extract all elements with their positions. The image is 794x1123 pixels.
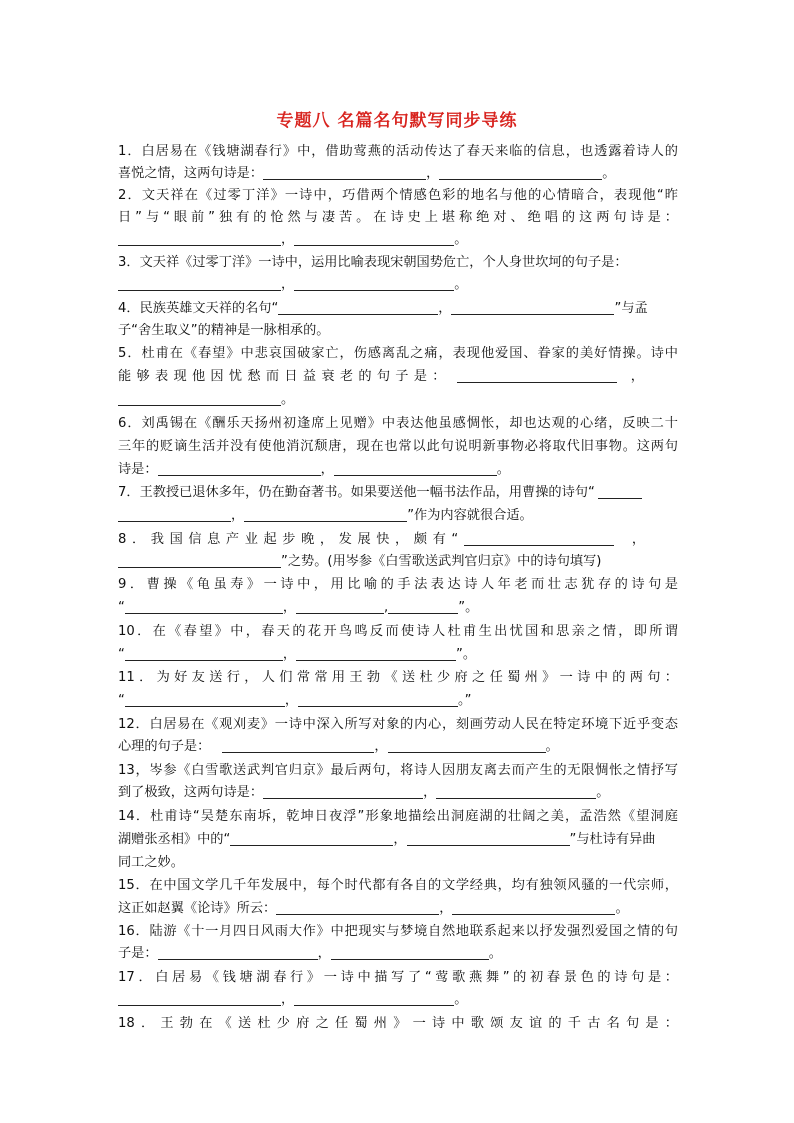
question-2-line-3: ， 。 [118, 229, 678, 251]
question-8-line-1: 8．我国信息产业起步晚，发展快，颇有“ ， [118, 532, 645, 547]
question-13-line-2: 到了极致，这两句诗是： ， 。 [118, 785, 610, 800]
answer-blank[interactable] [258, 945, 318, 960]
question-1-line-1: 1．白居易在《钱塘湖春行》中，借助莺燕的活动传达了春天来临的信息，也透露着诗人的 [118, 144, 678, 159]
answer-blank[interactable] [222, 738, 374, 753]
question-14-line-2: 湖赠张丞相》中的“ ， ”与杜诗有异曲 [118, 832, 656, 847]
question-3-line-1: 3．文天祥《过零丁洋》一诗中，运用比喻表现宋朝国势危亡，个人身世坎坷的句子是： [118, 255, 628, 270]
question-16-line-2: 子是： ， 。 [118, 946, 502, 961]
question-10-line-2: “ ， ”。 [118, 647, 477, 662]
question-6-line-2: 三年的贬谪生活并没有使他消沉颓唐，现在也常以此句说明新事物必将取代旧事物。这两句 [118, 439, 678, 454]
answer-blank[interactable] [278, 300, 438, 315]
answer-blank[interactable] [294, 231, 454, 246]
answer-blank[interactable] [125, 692, 285, 707]
answer-blank[interactable] [598, 484, 642, 499]
question-12-line-2: 心理的句子是： ， 。 [118, 739, 559, 754]
question-10-line-1: 10．在《春望》中，春天的花开鸟鸣反而使诗人杜甫生出忧国和思亲之情，即所谓 [118, 624, 678, 639]
page-title: 专题八 名篇名句默写同步导练 [276, 111, 518, 131]
answer-blank[interactable] [125, 599, 283, 614]
question-17-line-2: ， 。 [118, 989, 678, 1011]
question-5-line-2: 能够表现他因忧愁而日益衰老的句子是： ， [118, 369, 644, 384]
answer-blank[interactable] [452, 900, 615, 915]
question-6-line-1: 6．刘禹锡在《酬乐天扬州初逢席上见赠》中表达他虽感惆怅，却也达观的心绪，反映二十 [118, 416, 678, 431]
question-5-line-1: 5．杜甫在《春望》中悲哀国破家亡，伤感离乱之痛，表现他爱国、眷家的美好情操。诗中 [118, 346, 678, 361]
answer-blank[interactable] [436, 784, 596, 799]
question-12-line-1: 12．白居易在《观刈麦》一诗中深入所写对象的内心，刻画劳动人民在特定环境下近乎变态 [118, 717, 678, 732]
question-3-line-2: ， 。 [118, 274, 678, 296]
answer-blank[interactable] [118, 507, 231, 522]
answer-blank[interactable] [407, 831, 570, 846]
answer-blank[interactable] [334, 461, 497, 476]
answer-blank[interactable] [263, 165, 426, 180]
question-5-line-3: 。 [118, 389, 678, 411]
answer-blank[interactable] [298, 692, 458, 707]
answer-blank[interactable] [118, 553, 281, 568]
answer-blank[interactable] [118, 231, 281, 246]
question-14-line-1: 14．杜甫诗“吴楚东南坼，乾坤日夜浮”形象地描绘出洞庭湖的壮阔之美，孟浩然《望洞庭 [118, 809, 678, 824]
question-11-line-2: “ ， 。” [118, 693, 472, 708]
question-6-line-3: 诗是： ， 。 [118, 462, 510, 477]
question-9-line-2: “ ， , ”。 [118, 600, 479, 615]
answer-blank[interactable] [263, 784, 423, 799]
question-11-line-1: 11．为好友送行，人们常常用王勃《送杜少府之任蜀州》一诗中的两句： [118, 670, 678, 685]
answer-blank[interactable] [439, 165, 602, 180]
answer-blank[interactable] [296, 646, 456, 661]
answer-blank[interactable] [244, 507, 407, 522]
question-9-line-1: 9．曹操《龟虽寿》一诗中，用比喻的手法表达诗人年老而壮志犹存的诗句是 [118, 577, 678, 592]
question-8-line-2: ”之势。(用岑参《白雪歌送武判官归京》中的诗句填写) [118, 551, 678, 573]
question-15-line-2: 这正如赵翼《论诗》所云： ， 。 [118, 901, 629, 916]
answer-blank[interactable] [158, 945, 258, 960]
question-17-line-1: 17．白居易《钱塘湖春行》一诗中描写了“莺歌燕舞”的初春景色的诗句是： [118, 970, 678, 985]
question-15-line-1: 15．在中国文学几千年发展中，每个时代都有各自的文学经典，均有独领风骚的一代宗师， [118, 878, 678, 893]
answer-blank[interactable] [118, 991, 281, 1006]
answer-blank[interactable] [276, 900, 439, 915]
answer-blank[interactable] [294, 991, 454, 1006]
answer-blank[interactable] [331, 945, 489, 960]
answer-blank[interactable] [118, 391, 281, 406]
question-7-line-1: 7．王教授已退休多年，仍在勤奋著书。如果要送他一幅书法作品，用曹操的诗句“ [118, 482, 678, 504]
answer-blank[interactable] [294, 276, 454, 291]
answer-blank[interactable] [118, 276, 281, 291]
question-2-line-1: 2．文天祥在《过零丁洋》一诗中，巧借两个情感色彩的地名与他的心情暗合，表现他“昨 [118, 188, 678, 203]
answer-blank[interactable] [451, 300, 614, 315]
question-1-line-2: 喜悦之情，这两句诗是： ， 。 [118, 166, 616, 181]
question-14-line-3: 同工之妙。 [118, 855, 184, 870]
question-4-line-1: 4．民族英雄文天祥的名句“ ， ”与孟 [118, 301, 648, 316]
answer-blank[interactable] [296, 599, 384, 614]
question-16-line-1: 16．陆游《十一月四日风雨大作》中把现实与梦境自然地联系起来以抒发强烈爱国之情的句 [118, 924, 678, 939]
question-2-line-2: 日”与“眼前”独有的怆然与凄苦。在诗史上堪称绝对、绝唱的这两句诗是： [118, 210, 678, 225]
answer-blank[interactable] [158, 461, 321, 476]
answer-blank[interactable] [230, 831, 393, 846]
question-7-line-2: ， ”作为内容就很合适。 [118, 505, 678, 527]
question-4-line-2: 子“舍生取义”的精神是一脉相承的。 [118, 323, 330, 338]
question-18-line-1: 18．王勃在《送杜少府之任蜀州》一诗中歌颂友谊的千古名句是： [118, 1016, 678, 1031]
answer-blank[interactable] [464, 531, 614, 546]
answer-blank[interactable] [388, 599, 458, 614]
answer-blank[interactable] [388, 738, 546, 753]
answer-blank[interactable] [125, 646, 283, 661]
answer-blank[interactable] [457, 368, 617, 383]
question-13-line-1: 13，岑参《白雪歌送武判官归京》最后两句，将诗人因朋友离去而产生的无限惆怅之情抒写 [118, 763, 678, 778]
